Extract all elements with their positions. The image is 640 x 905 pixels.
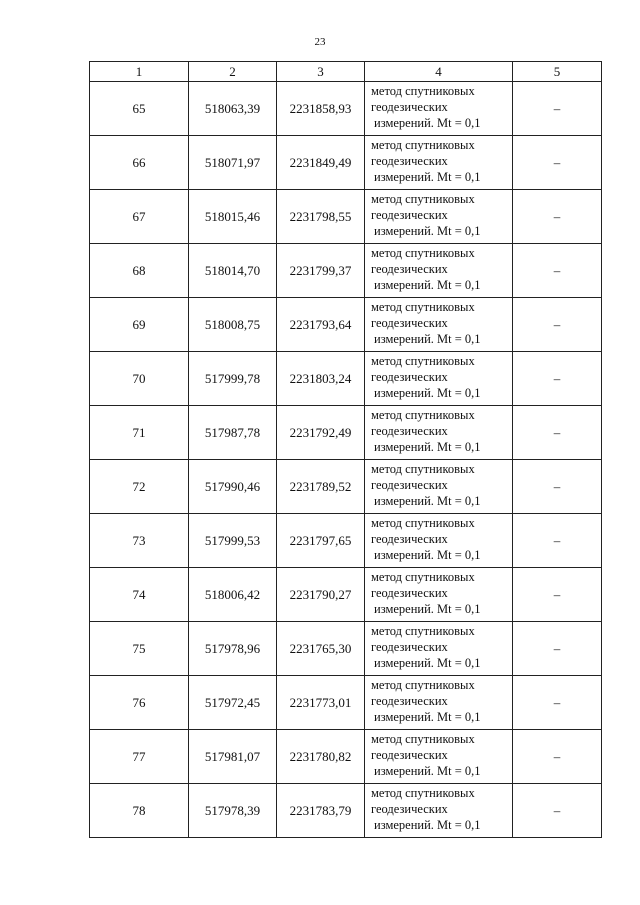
table-row <box>90 190 602 244</box>
coordinate-y: 2231858,93 <box>277 82 365 136</box>
table-row <box>90 82 602 136</box>
coordinate-x: 517972,45 <box>189 676 277 730</box>
method-line: метод спутниковых <box>371 678 475 692</box>
table-row <box>90 244 602 298</box>
header-cell: 3 <box>277 62 365 82</box>
point-number: 72 <box>90 460 189 514</box>
note-cell: – <box>513 406 602 460</box>
page-number: 23 <box>314 36 326 48</box>
method-line: метод спутниковых <box>371 246 475 260</box>
coordinate-x: 517978,96 <box>189 622 277 676</box>
point-number: 70 <box>90 352 189 406</box>
method-line: метод спутниковых <box>371 786 475 800</box>
coordinate-y: 2231792,49 <box>277 406 365 460</box>
coordinate-y: 2231790,27 <box>277 568 365 622</box>
point-number: 65 <box>90 82 189 136</box>
method-line: метод спутниковых <box>371 84 475 98</box>
method-description <box>365 244 513 298</box>
note-cell: – <box>513 244 602 298</box>
point-number: 76 <box>90 676 189 730</box>
note-cell: – <box>513 460 602 514</box>
coordinate-y: 2231773,01 <box>277 676 365 730</box>
method-line: измерений. Mt = 0,1 <box>374 440 481 454</box>
note-cell: – <box>513 676 602 730</box>
method-line: метод спутниковых <box>371 570 475 584</box>
table-row <box>90 406 602 460</box>
method-description <box>365 676 513 730</box>
method-line: измерений. Mt = 0,1 <box>374 116 481 130</box>
coordinate-y: 2231789,52 <box>277 460 365 514</box>
method-description <box>365 784 513 838</box>
note-cell: – <box>513 568 602 622</box>
method-line: метод спутниковых <box>371 624 475 638</box>
method-description <box>365 406 513 460</box>
method-line: метод спутниковых <box>371 138 475 152</box>
method-description <box>365 190 513 244</box>
point-number: 71 <box>90 406 189 460</box>
coordinate-y: 2231849,49 <box>277 136 365 190</box>
method-line: измерений. Mt = 0,1 <box>374 548 481 562</box>
table-row <box>90 136 602 190</box>
point-number: 66 <box>90 136 189 190</box>
coordinate-y: 2231799,37 <box>277 244 365 298</box>
table-row <box>90 676 602 730</box>
method-line: геодезических <box>371 694 448 708</box>
coordinate-x: 518015,46 <box>189 190 277 244</box>
note-cell: – <box>513 82 602 136</box>
method-line: измерений. Mt = 0,1 <box>374 224 481 238</box>
method-line: геодезических <box>371 100 448 114</box>
method-line: метод спутниковых <box>371 516 475 530</box>
method-line: измерений. Mt = 0,1 <box>374 386 481 400</box>
note-cell: – <box>513 352 602 406</box>
method-description <box>365 514 513 568</box>
method-line: геодезических <box>371 424 448 438</box>
method-line: измерений. Mt = 0,1 <box>374 332 481 346</box>
coordinate-y: 2231793,64 <box>277 298 365 352</box>
method-line: геодезических <box>371 586 448 600</box>
method-line: метод спутниковых <box>371 192 475 206</box>
table-row <box>90 352 602 406</box>
coordinate-y: 2231765,30 <box>277 622 365 676</box>
note-cell: – <box>513 514 602 568</box>
coordinate-x: 518014,70 <box>189 244 277 298</box>
method-description <box>365 622 513 676</box>
header-cell: 4 <box>365 62 513 82</box>
coordinate-x: 518008,75 <box>189 298 277 352</box>
coordinate-x: 517999,53 <box>189 514 277 568</box>
point-number: 78 <box>90 784 189 838</box>
method-line: измерений. Mt = 0,1 <box>374 602 481 616</box>
table-row <box>90 298 602 352</box>
table-row <box>90 730 602 784</box>
coordinate-y: 2231798,55 <box>277 190 365 244</box>
coordinate-x: 518071,97 <box>189 136 277 190</box>
note-cell: – <box>513 298 602 352</box>
method-line: метод спутниковых <box>371 732 475 746</box>
method-description <box>365 568 513 622</box>
coordinate-x: 517981,07 <box>189 730 277 784</box>
coordinates-table <box>89 61 602 838</box>
coordinate-y: 2231780,82 <box>277 730 365 784</box>
note-cell: – <box>513 190 602 244</box>
method-line: измерений. Mt = 0,1 <box>374 710 481 724</box>
point-number: 75 <box>90 622 189 676</box>
note-cell: – <box>513 784 602 838</box>
method-line: геодезических <box>371 316 448 330</box>
point-number: 68 <box>90 244 189 298</box>
table-row <box>90 460 602 514</box>
method-line: геодезических <box>371 640 448 654</box>
table-row <box>90 784 602 838</box>
method-line: измерений. Mt = 0,1 <box>374 170 481 184</box>
coordinate-y: 2231783,79 <box>277 784 365 838</box>
coordinate-x: 518006,42 <box>189 568 277 622</box>
point-number: 77 <box>90 730 189 784</box>
coordinate-y: 2231797,65 <box>277 514 365 568</box>
coordinate-x: 517990,46 <box>189 460 277 514</box>
method-description <box>365 730 513 784</box>
method-description <box>365 460 513 514</box>
coordinate-y: 2231803,24 <box>277 352 365 406</box>
method-line: геодезических <box>371 370 448 384</box>
point-number: 69 <box>90 298 189 352</box>
header-cell: 2 <box>189 62 277 82</box>
coordinate-x: 517999,78 <box>189 352 277 406</box>
coordinate-x: 517987,78 <box>189 406 277 460</box>
method-line: метод спутниковых <box>371 300 475 314</box>
method-description <box>365 136 513 190</box>
coordinate-x: 518063,39 <box>189 82 277 136</box>
method-line: метод спутниковых <box>371 354 475 368</box>
note-cell: – <box>513 730 602 784</box>
method-line: метод спутниковых <box>371 408 475 422</box>
coordinate-x: 517978,39 <box>189 784 277 838</box>
note-cell: – <box>513 136 602 190</box>
method-line: геодезических <box>371 208 448 222</box>
method-line: измерений. Mt = 0,1 <box>374 764 481 778</box>
method-line: измерений. Mt = 0,1 <box>374 278 481 292</box>
point-number: 73 <box>90 514 189 568</box>
note-cell: – <box>513 622 602 676</box>
method-line: геодезических <box>371 154 448 168</box>
header-cell: 5 <box>513 62 602 82</box>
table-header-row <box>90 62 602 82</box>
table-row <box>90 514 602 568</box>
point-number: 74 <box>90 568 189 622</box>
method-line: измерений. Mt = 0,1 <box>374 494 481 508</box>
point-number: 67 <box>90 190 189 244</box>
method-line: геодезических <box>371 262 448 276</box>
method-line: измерений. Mt = 0,1 <box>374 818 481 832</box>
method-line: геодезических <box>371 532 448 546</box>
method-line: измерений. Mt = 0,1 <box>374 656 481 670</box>
method-line: метод спутниковых <box>371 462 475 476</box>
table-row <box>90 622 602 676</box>
method-line: геодезических <box>371 478 448 492</box>
method-line: геодезических <box>371 748 448 762</box>
method-description <box>365 82 513 136</box>
method-description <box>365 298 513 352</box>
table-row <box>90 568 602 622</box>
method-description <box>365 352 513 406</box>
header-cell: 1 <box>90 62 189 82</box>
method-line: геодезических <box>371 802 448 816</box>
